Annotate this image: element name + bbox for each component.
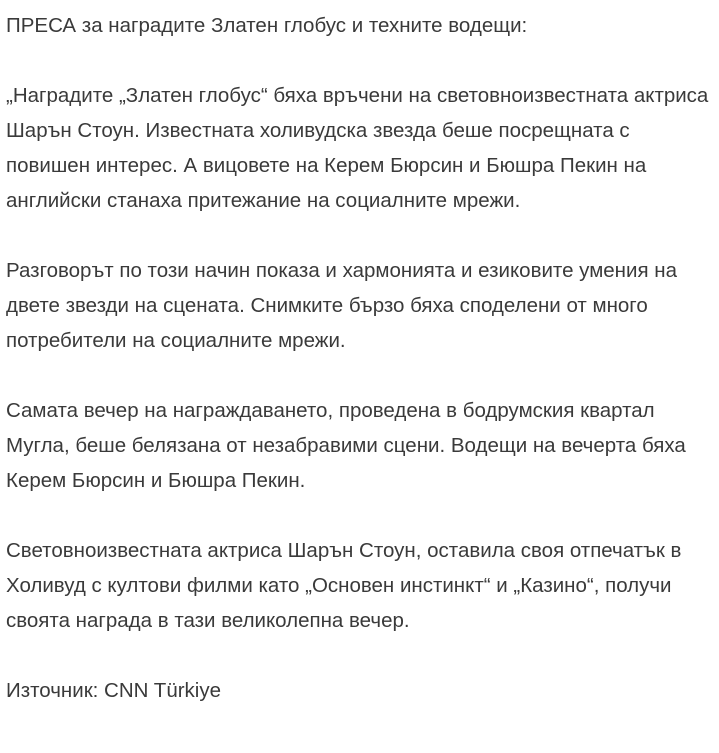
article-heading: ПРЕСА за наградите Златен глобус и техните водещи: (6, 14, 528, 37)
article-paragraph: Разговорът по този начин показа и хармонията и езиковите умения на двете звезди на сцената. Снимките бързо бяха споделени от много потребители на социалните мрежи. (6, 259, 677, 352)
article-paragraph: Самата вечер на награждаването, проведена в бодрумския квартал Мугла, беше белязана от незабравими сцени. Водещи на вечерта бяха Керем Бюрсин и Бюшра Пекин. (6, 399, 686, 492)
article-paragraph: Световноизвестната актриса Шарън Стоун, оставила своя отпечатък в Холивуд с култови филми като „Основен инстинкт“ и „Казино“, получи своята награда в тази великолепна вечер. (6, 539, 682, 632)
article-paragraph: „Наградите „Златен глобус“ бяха връчени на световноизвестната актриса Шарън Стоун. Известната холивудска звезда беше посрещната с повишен интерес. А вицовете на Керем Бюрсин и Бюшра Пекин на английски станаха притежание на социалните мрежи. (6, 84, 709, 212)
article-source: Източник: CNN Türkiye (6, 679, 221, 702)
